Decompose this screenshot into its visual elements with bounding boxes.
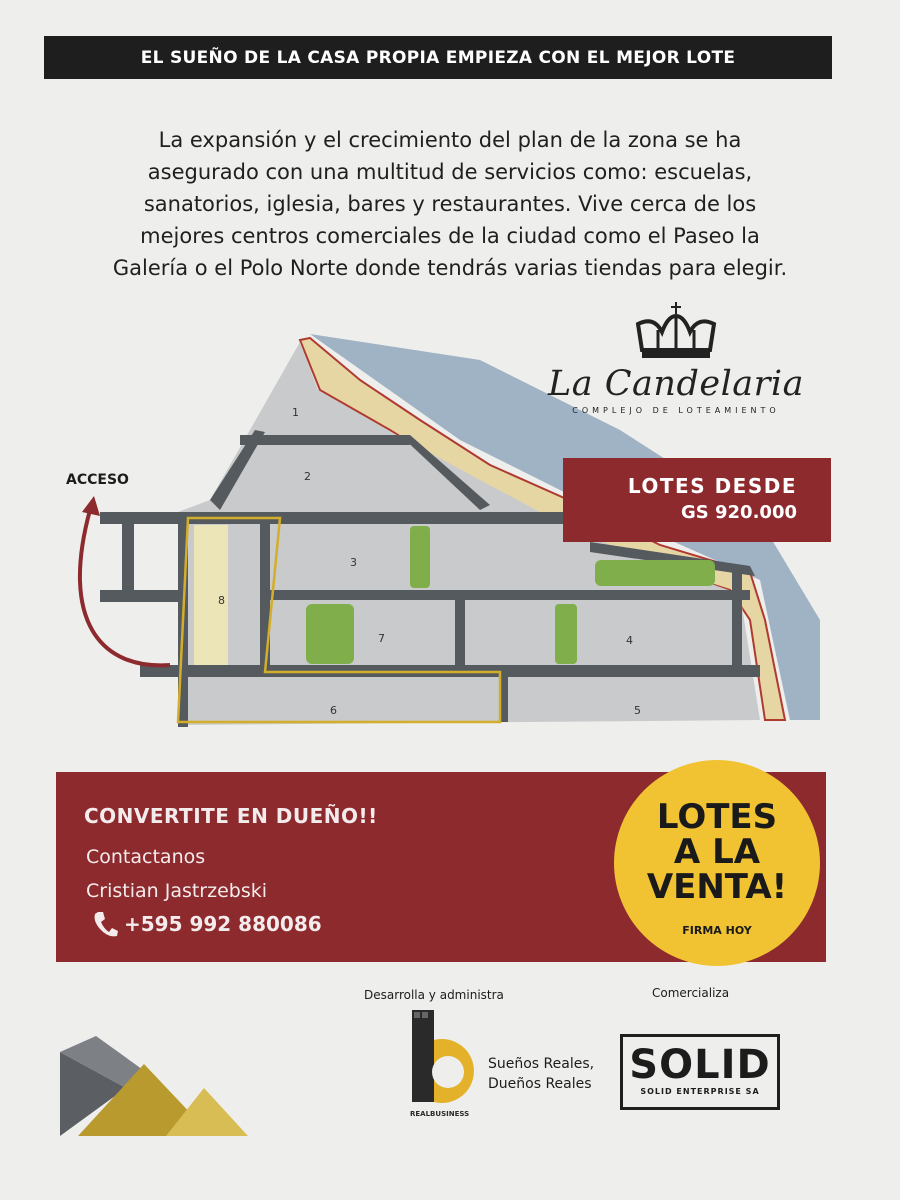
solid-fullname: SOLID ENTERPRISE SA — [640, 1087, 760, 1096]
realbusiness-logo-icon — [408, 1010, 488, 1120]
solid-logo — [620, 1034, 780, 1110]
lot-number: 1 — [292, 406, 299, 419]
contact-name: Cristian Jastrzebski — [86, 880, 268, 902]
sale-badge — [614, 760, 820, 966]
badge-line: VENTA! — [646, 867, 788, 907]
intro-line: mejores centros comerciales de la ciudad como el Paseo la — [140, 224, 760, 248]
price-value: GS 920.000 — [681, 502, 797, 523]
badge-line: A LA — [673, 832, 761, 872]
phone-number[interactable]: +595 992 880086 — [124, 912, 322, 936]
lot-number: 3 — [350, 556, 357, 569]
tagline-line: Sueños Reales, — [488, 1056, 595, 1072]
solid-name: SOLID — [629, 1042, 771, 1088]
intro-line: Galería o el Polo Norte donde tendrás varias tiendas para elegir. — [112, 256, 788, 280]
lot-number: 2 — [304, 470, 311, 483]
banner-text: EL SUEÑO DE LA CASA PROPIA EMPIEZA CON EL MEJOR LOTE — [140, 47, 736, 68]
tagline-line: Dueños Reales — [488, 1076, 592, 1092]
intro-line: sanatorios, iglesia, bares y restaurantes. Vive cerca de los — [143, 192, 757, 216]
phone-row[interactable] — [92, 910, 322, 938]
access-arrow-head — [82, 496, 100, 516]
brand-logo — [548, 302, 804, 415]
contact-label: Contactanos — [86, 846, 206, 868]
seller-label: Comercializa — [652, 986, 730, 1000]
lot-number: 8 — [218, 594, 225, 607]
realbusiness-wordmark: REALBUSINESS — [410, 1110, 470, 1118]
lot-number: 4 — [626, 634, 633, 647]
price-label: LOTES DESDE — [627, 474, 797, 498]
intro-line: La expansión y el crecimiento del plan de la zona se ha — [158, 128, 742, 152]
badge-subtext: FIRMA HOY — [682, 924, 752, 937]
cta-heading: CONVERTITE EN DUEÑO!! — [84, 804, 378, 828]
mountain-logo-icon — [56, 1032, 252, 1138]
price-box — [563, 458, 831, 542]
intro-paragraph — [60, 124, 840, 284]
brand-subtitle: COMPLEJO DE LOTEAMIENTO — [572, 406, 780, 415]
badge-text — [614, 797, 820, 907]
phone-icon — [92, 910, 118, 938]
brand-name: La Candelaria — [548, 364, 804, 404]
access-label: ACCESO — [66, 472, 129, 488]
lot-number: 7 — [378, 632, 385, 645]
lot-number: 5 — [634, 704, 641, 717]
intro-line: asegurado con una multitud de servicios como: escuelas, — [147, 160, 753, 184]
top-banner — [44, 36, 832, 79]
developer-label: Desarrolla y administra — [364, 988, 504, 1002]
lot-number: 6 — [330, 704, 337, 717]
developer-tagline — [488, 1054, 594, 1094]
crown-icon — [634, 302, 718, 360]
badge-line: LOTES — [656, 797, 778, 837]
